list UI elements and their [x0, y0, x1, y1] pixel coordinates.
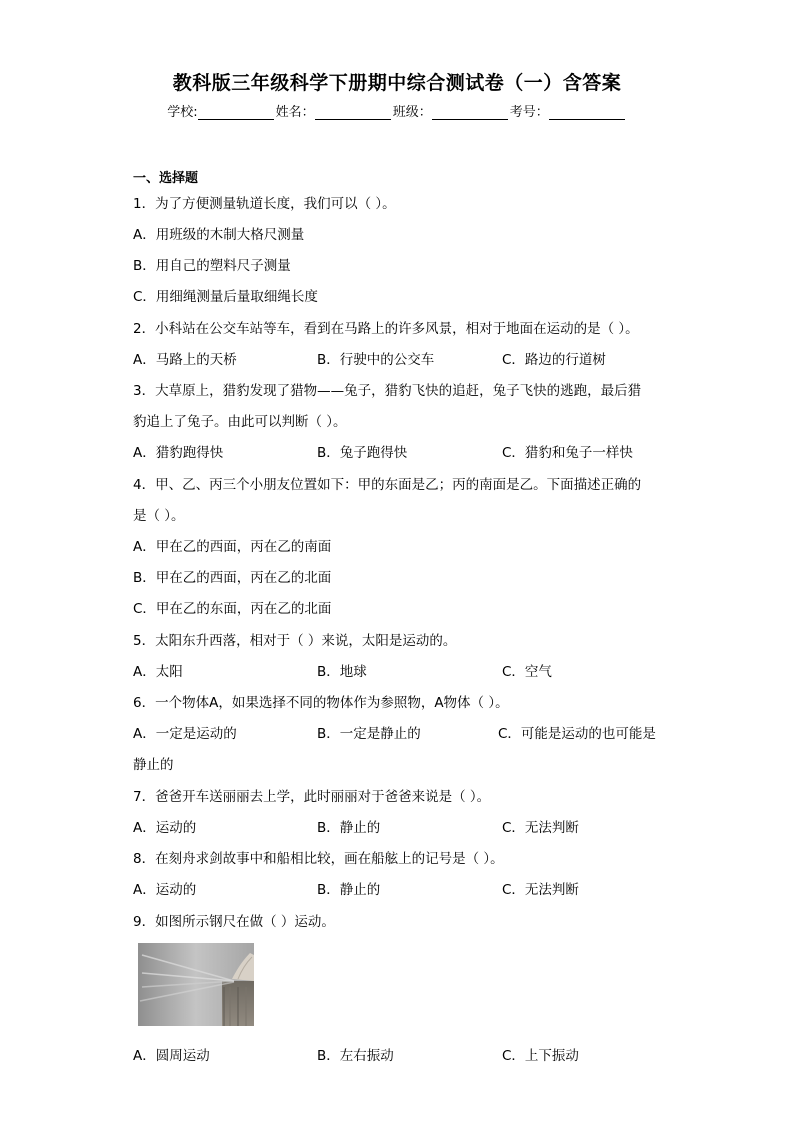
question-6-option-b[interactable]: B．一定是静止的: [317, 726, 421, 742]
question-8-option-c[interactable]: C．无法判断: [502, 882, 579, 898]
question-9-stem: 9．如图所示钢尺在做（ ）运动。: [133, 914, 335, 930]
number-label: 考号：: [509, 105, 549, 120]
question-1-option-a[interactable]: A．用班级的木制大格尺测量: [133, 227, 305, 243]
question-6-stem: 6．一个物体A，如果选择不同的物体作为参照物，A物体（ ）。: [133, 695, 509, 711]
number-blank[interactable]: [549, 105, 625, 120]
question-8-stem: 8．在刻舟求剑故事中和船相比较，画在船舷上的记号是（ ）。: [133, 851, 504, 867]
question-8-option-b[interactable]: B．静止的: [317, 882, 381, 898]
question-2-option-b[interactable]: B．行驶中的公交车: [317, 352, 435, 368]
question-5-option-b[interactable]: B．地球: [317, 664, 367, 680]
question-9-option-c[interactable]: C．上下振动: [502, 1048, 579, 1064]
question-4-option-c[interactable]: C．甲在乙的东面，丙在乙的北面: [133, 601, 332, 617]
steel-ruler-photo: [138, 943, 254, 1026]
student-info-line: [0, 101, 794, 120]
page-title: 教科版三年级科学下册期中综合测试卷（一）含答案: [172, 72, 622, 94]
question-4-stem: 4．甲、乙、丙三个小朋友位置如下：甲的东面是乙；丙的南面是乙。下面描述正确的: [133, 477, 642, 493]
question-6-option-a[interactable]: A．一定是运动的: [133, 726, 237, 742]
question-2-stem: 2．小科站在公交车站等车，看到在马路上的许多风景，相对于地面在运动的是（ ）。: [133, 321, 639, 337]
question-7-option-b[interactable]: B．静止的: [317, 820, 381, 836]
question-3-stem-cont: 豹追上了兔子。由此可以判断（ ）。: [133, 414, 347, 430]
question-4-option-a[interactable]: A．甲在乙的西面，丙在乙的南面: [133, 539, 332, 555]
question-6-option-c-cont: 静止的: [133, 757, 174, 773]
question-2-option-a[interactable]: A．马路上的天桥: [133, 352, 237, 368]
question-3-option-a[interactable]: A．猎豹跑得快: [133, 445, 224, 461]
question-8-option-a[interactable]: A．运动的: [133, 882, 197, 898]
question-5-stem: 5．太阳东升西落，相对于（ ）来说，太阳是运动的。: [133, 633, 457, 649]
question-3-stem: 3．大草原上，猎豹发现了猎物——兔子，猎豹飞快的追赶，兔子飞快的逃跑，最后猎: [133, 383, 642, 399]
name-label: 姓名：: [275, 105, 315, 120]
question-4-option-b[interactable]: B．甲在乙的西面，丙在乙的北面: [133, 570, 332, 586]
steel-ruler-illustration: [138, 943, 254, 1026]
class-label: 班级：: [392, 105, 432, 120]
question-7-stem: 7．爸爸开车送丽丽去上学，此时丽丽对于爸爸来说是（ ）。: [133, 789, 491, 805]
question-1-option-c[interactable]: C．用细绳测量后量取细绳长度: [133, 289, 318, 305]
name-blank[interactable]: [315, 105, 391, 120]
question-5-option-c[interactable]: C．空气: [502, 664, 552, 680]
school-label: 学校:: [167, 105, 198, 120]
section-title: 一、选择题: [133, 171, 199, 186]
question-9-option-a[interactable]: A．圆周运动: [133, 1048, 210, 1064]
question-1-stem: 1．为了方便测量轨道长度，我们可以（ ）。: [133, 196, 396, 212]
class-blank[interactable]: [432, 105, 508, 120]
question-2-option-c[interactable]: C．路边的行道树: [502, 352, 606, 368]
question-1-option-b[interactable]: B．用自己的塑料尺子测量: [133, 258, 291, 274]
question-3-option-c[interactable]: C．猎豹和兔子一样快: [502, 445, 633, 461]
question-6-option-c[interactable]: C．可能是运动的也可能是: [498, 726, 656, 742]
question-4-stem-cont: 是（ ）。: [133, 508, 185, 524]
question-7-option-c[interactable]: C．无法判断: [502, 820, 579, 836]
question-5-option-a[interactable]: A．太阳: [133, 664, 183, 680]
school-blank[interactable]: [198, 105, 274, 120]
question-7-option-a[interactable]: A．运动的: [133, 820, 197, 836]
question-9-option-b[interactable]: B．左右振动: [317, 1048, 394, 1064]
question-3-option-b[interactable]: B．兔子跑得快: [317, 445, 408, 461]
